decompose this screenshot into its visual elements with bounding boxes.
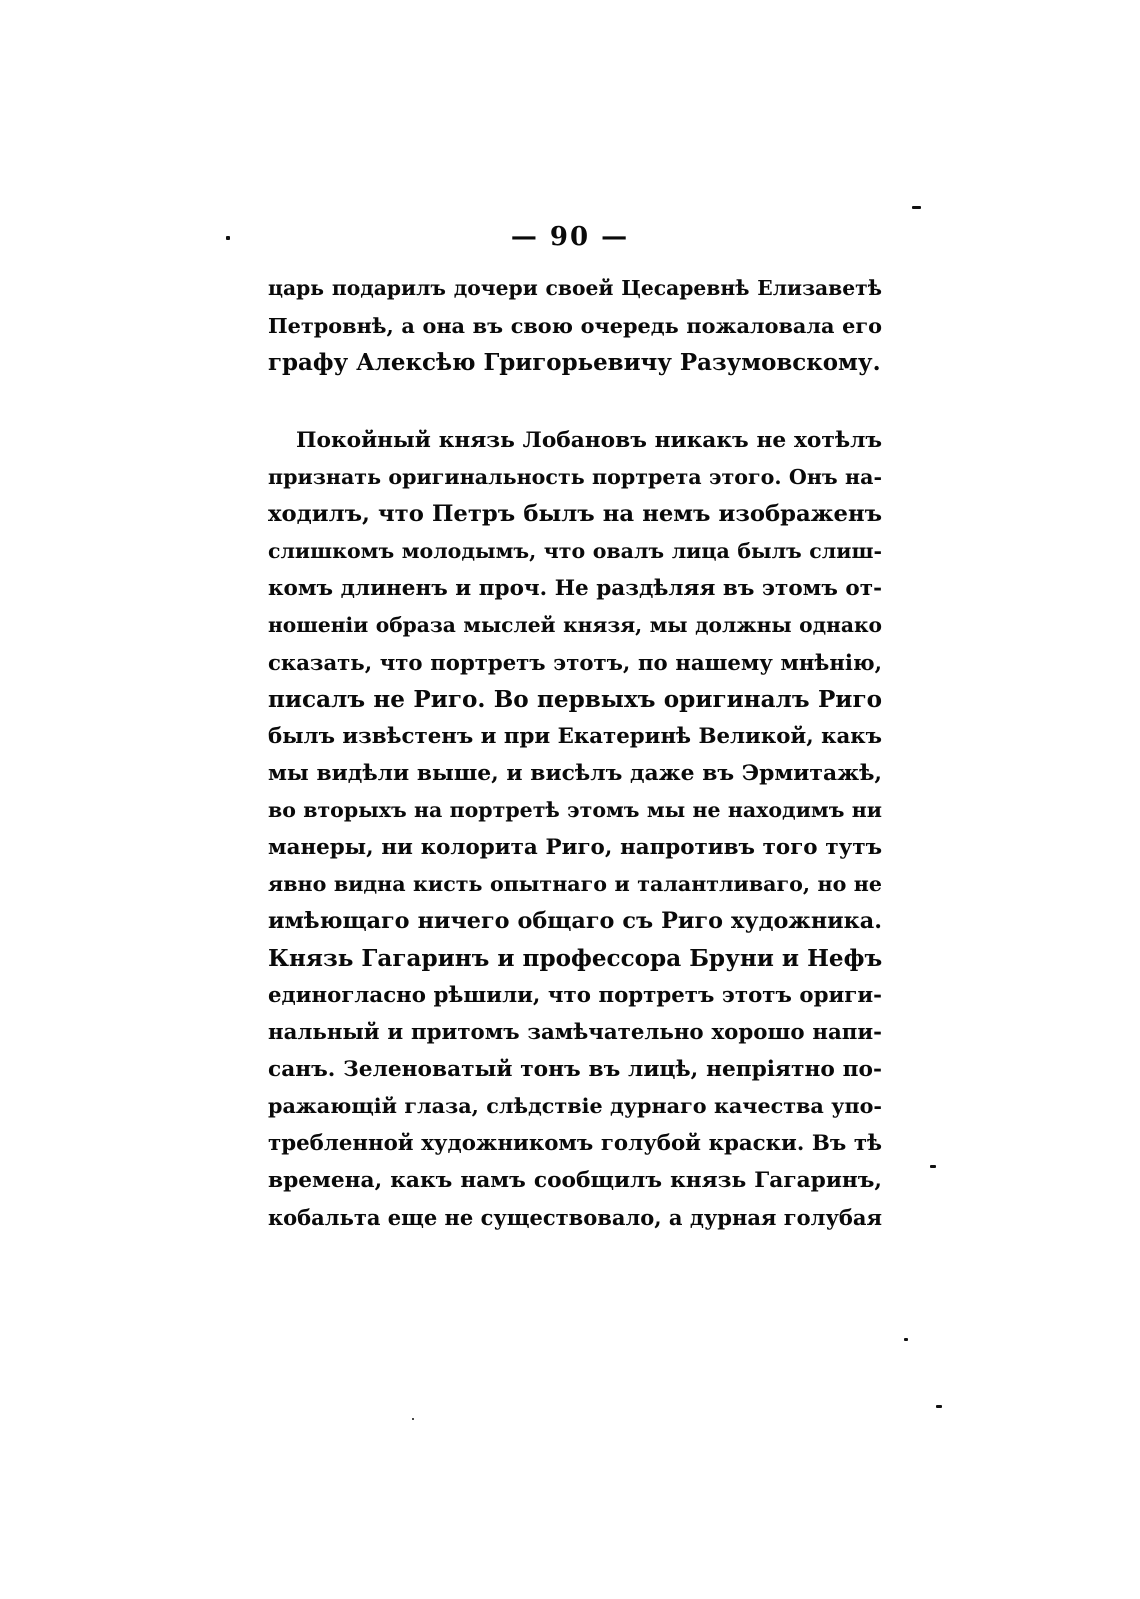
text-line: ношенiи образа мыслей князя, мы должны однако [268,613,882,637]
text-line: ходилъ, что Петръ былъ на немъ изображенъ [268,501,882,527]
text-line: Князь Гагаринъ и профессора Бруни и Нефъ [268,945,883,972]
text-line: требленной художникомъ голубой краски. Въ тѣ [268,1131,882,1156]
scan-speck [904,1338,908,1341]
page-number: — 90 — [510,222,630,252]
text-line: былъ извѣстенъ и при Екатеринѣ Великой, какъ [268,724,882,749]
text-line: кобальта еще не существовало, а дурная голубая [268,1205,883,1230]
text-line: манеры, ни колорита Риго, напротивъ того тутъ [268,835,882,860]
scan-speck [930,1165,936,1168]
text-line: времена, какъ намъ сообщилъ князь Гагаринъ, [268,1168,882,1193]
text-line: явно видна кисть опытнаго и талантливаго, но не [268,872,882,896]
text-line: сказать, что портретъ этотъ, по нашему мнѣнiю, [268,650,882,675]
paragraph-1 [268,270,882,381]
scan-speck [936,1405,942,1408]
scan-speck [226,236,230,240]
text-line: комъ длиненъ и проч. Не раздѣляя въ этомъ от- [268,576,882,601]
scan-speck [912,206,921,209]
text-line: Петровнѣ, а она въ свою очередь пожаловала его [268,313,882,338]
text-line: санъ. Зеленоватый тонъ въ лицѣ, непрiятно по- [268,1057,882,1082]
text-line: Покойный князь Лобановъ никакъ не хотѣлъ [296,428,882,453]
text-line: имѣющаго ничего общаго съ Риго художника. [268,908,882,934]
text-line: признать оригинальность портрета этого. Онъ на- [268,465,882,489]
text-line: единогласно рѣшили, что портретъ этотъ ориги- [268,983,882,1008]
scan-speck [412,1418,414,1420]
paragraph-2 [268,422,882,1236]
text-line: нальный и притомъ замѣчательно хорошо напи- [268,1020,882,1045]
text-line: мы видѣли выше, и висѣлъ даже въ Эрмитажѣ, [268,761,882,786]
text-line: царь подарилъ дочери своей Цесаревнѣ Елизаветѣ [268,276,882,300]
text-line: писалъ не Риго. Во первыхъ оригиналъ Риго [268,686,882,713]
text-line: ражающiй глаза, слѣдствiе дурнаго качества упо- [268,1094,882,1118]
text-line: во вторыхъ на портретѣ этомъ мы не находимъ ни [268,798,882,822]
text-line: графу Алексѣю Григорьевичу Разумовскому. [268,349,881,376]
text-line: слишкомъ молодымъ, что овалъ лица былъ слиш- [268,539,882,563]
